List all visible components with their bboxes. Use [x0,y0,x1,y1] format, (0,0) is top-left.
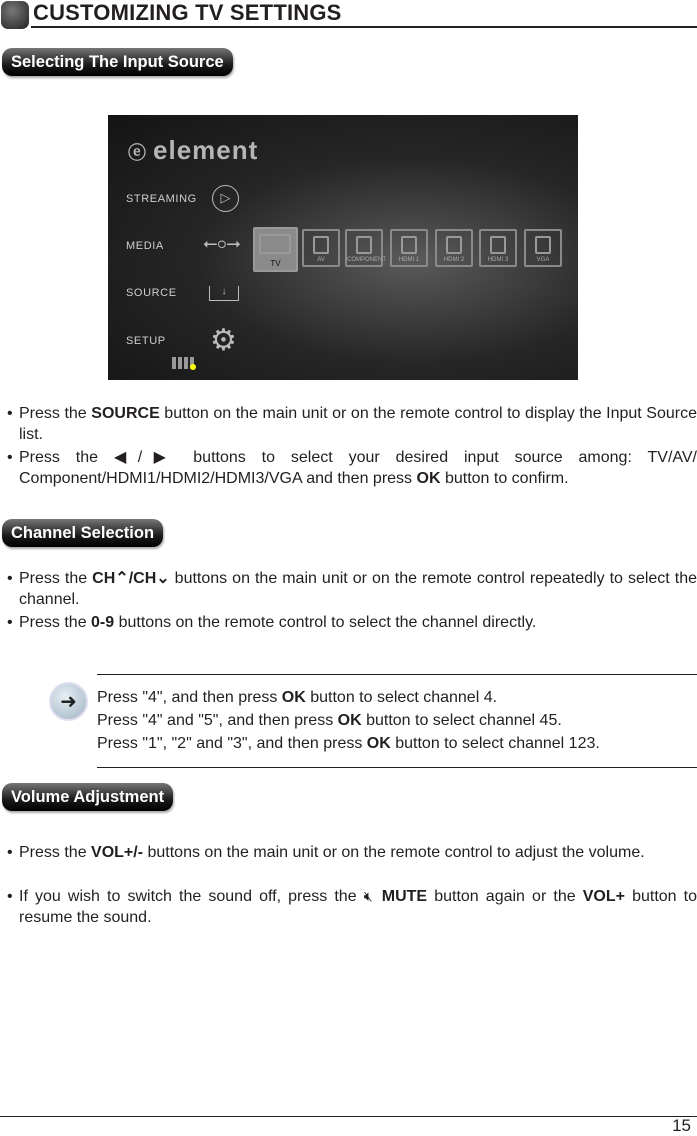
title-divider [31,26,697,28]
source-component: COMPONENT [345,229,383,267]
chevron-up-icon: ⌃ [115,570,129,587]
page-number: 15 [672,1116,691,1135]
signal-indicator-icon [190,364,196,370]
note-bottom-divider [97,767,697,768]
bullet: • [7,405,13,422]
title-badge-icon [1,1,29,29]
bullet: • [7,570,13,587]
play-icon: ▷ [212,185,239,212]
footer-divider [0,1116,697,1117]
page-title: CUSTOMIZING TV SETTINGS [33,0,342,25]
source-hdmi1: HDMI 1 [390,229,428,267]
left-right-arrows-icon: ◀/▶ [113,449,178,466]
source-av: AV [302,229,340,267]
source-hdmi2: HDMI 2 [435,229,473,267]
note-top-divider [97,674,697,675]
note-line-2: Press "4" and "5", and then press OK button to select channel 45. [97,712,562,729]
input-bullet-1: Press the SOURCE button on the main unit or on the remote control to display the Input Source list. [19,405,697,443]
note-line-1: Press "4", and then press OK button to select channel 4. [97,689,498,706]
chevron-down-icon: ⌄ [156,570,170,587]
bullet: • [7,844,13,861]
source-vga: VGA [524,229,562,267]
input-bullet-2: Press the ◀/▶ buttons to select your desired input source among: TV/AV/ Component/HDMI1/HDMI2/HDMI3/VGA and then press OK button to confirm. [19,449,697,487]
source-hdmi3: HDMI 3 [479,229,517,267]
section-heading-channel: Channel Selection [2,519,163,547]
bullet: • [7,888,13,905]
volume-bullet-2: If you wish to switch the sound off, press the 🔇︎ MUTE button again or the VOL+ button to resume the sound. [19,888,697,926]
gear-icon: ⚙ [210,324,237,357]
usb-icon: ⭠⚬⭢ [203,233,241,253]
menu-source: SOURCE [126,287,177,299]
section-heading-volume: Volume Adjustment [2,783,173,811]
channel-bullet-1: Press the CH⌃/CH⌄ buttons on the main unit or on the remote control repeatedly to select the channel. [19,570,697,608]
element-logo: ⓔ element [128,135,259,165]
mute-icon: 🔇︎ [363,888,382,904]
source-tv: TV [253,227,298,272]
bullet: • [7,449,13,466]
bullet: • [7,614,13,631]
volume-bullet-1: Press the VOL+/- buttons on the main unit or on the remote control to adjust the volume. [19,844,645,861]
arrow-right-note-icon: ➜ [49,682,88,721]
menu-media: MEDIA [126,240,164,252]
tv-home-screen-image [108,115,578,380]
note-line-3: Press "1", "2" and "3", and then press OK button to select channel 123. [97,735,600,752]
menu-streaming: STREAMING [126,193,197,205]
section-heading-input-source: Selecting The Input Source [2,48,233,76]
source-input-icon: ↓ [209,286,239,301]
menu-setup: SETUP [126,335,166,347]
channel-bullet-2: Press the 0-9 buttons on the remote control to select the channel directly. [19,614,537,631]
